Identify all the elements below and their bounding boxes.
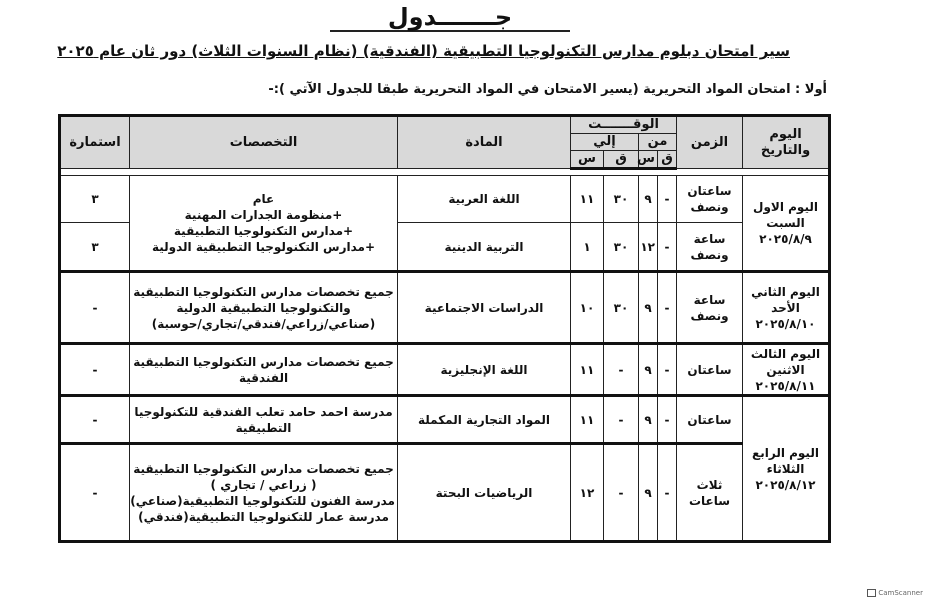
intro-text: أولا : امتحان المواد التحريرية (يسير الامتحان في المواد التحريرية طبقا للجدول الآتي ):-: [268, 82, 827, 97]
to-hour-cell: ١١: [571, 176, 604, 223]
form-cell: -: [60, 344, 130, 396]
from-minute-cell: -: [658, 272, 677, 344]
camscanner-icon: [867, 589, 876, 597]
document-subtitle: [57, 42, 790, 60]
specialty-line: +مدارس التكنولوجيا التطبيقية الدولية: [151, 240, 376, 254]
header-form: استمارة: [60, 116, 130, 169]
date: ٢٠٢٥/٨/١٠: [755, 316, 816, 331]
header-specialties: التخصصات: [130, 116, 398, 169]
to-minute-cell: ٣٠: [604, 176, 639, 223]
from-hour-cell: ٩: [639, 396, 658, 444]
specialty-line: مدرسة احمد حامد تعلب الفندقية للتكنولوجيا: [134, 404, 393, 419]
from-minute-cell: -: [658, 396, 677, 444]
header-day-date: اليوم والتاريخ: [743, 116, 830, 169]
specialties-cell: [130, 176, 398, 272]
form-cell: -: [60, 444, 130, 542]
specialty-line: +مدارس التكنولوجيا التطبيقية: [173, 224, 354, 238]
specialties-cell: [130, 396, 398, 444]
scanner-watermark: [867, 589, 923, 597]
specialties-cell: [130, 444, 398, 542]
from-hour-cell: ١٢: [639, 223, 658, 272]
specialty-line: مدرسة الفنون للتكنولوجيا التطبيقية(صناعي): [130, 493, 395, 508]
weekday: السبت: [766, 216, 805, 230]
duration-cell: ثلاث ساعات: [677, 444, 743, 542]
specialty-line: جميع تخصصات مدارس التكنولوجيا التطبيقية: [133, 461, 394, 476]
specialty-line: +منظومة الجدارات المهنية: [184, 208, 343, 222]
to-hour-cell: ١٠: [571, 272, 604, 344]
to-minute-cell: -: [604, 344, 639, 396]
page-title: جـــــــدول: [330, 2, 570, 32]
to-minute-cell: -: [604, 444, 639, 542]
to-minute-cell: ٣٠: [604, 223, 639, 272]
specialty-line: جميع تخصصات مدارس التكنولوجيا التطبيقية: [133, 284, 394, 299]
subject-cell: اللغة الإنجليزية: [398, 344, 571, 396]
specialty-line: عام: [252, 192, 275, 206]
watermark-text: CamScanner: [878, 589, 923, 597]
header-from: من: [639, 134, 677, 151]
form-cell: ٣: [60, 223, 130, 272]
day-name: اليوم الثالث: [750, 346, 821, 361]
specialty-line: (صناعي/زراعي/فندقي/تجاري/حوسبة): [151, 316, 376, 331]
header-from-minute: ق: [658, 151, 677, 169]
from-hour-cell: ٩: [639, 344, 658, 396]
from-minute-cell: -: [658, 176, 677, 223]
to-hour-cell: ١٢: [571, 444, 604, 542]
specialty-line: التطبيقية: [235, 420, 292, 435]
specialty-line: ( زراعي / تجاري ): [210, 477, 317, 492]
subtitle-text: سير امتحان دبلوم مدارس التكنولوجيا التطبيقية (الفندقية) (نظام السنوات الثلاث) دور ثان عام ٢٠٢٥: [57, 42, 790, 60]
subject-cell: الدراسات الاجتماعية: [398, 272, 571, 344]
to-minute-cell: ٣٠: [604, 272, 639, 344]
form-cell: -: [60, 272, 130, 344]
form-cell: -: [60, 396, 130, 444]
header-subject: المادة: [398, 116, 571, 169]
from-minute-cell: -: [658, 344, 677, 396]
day-name: اليوم الثاني: [751, 284, 820, 299]
date: ٢٠٢٥/٨/١٢: [755, 477, 816, 492]
specialty-line: جميع تخصصات مدارس التكنولوجيا التطبيقية: [133, 354, 394, 369]
subject-cell: المواد التجارية المكملة: [398, 396, 571, 444]
duration-cell: ساعة ونصف: [677, 223, 743, 272]
from-minute-cell: -: [658, 444, 677, 542]
exam-schedule-table: [58, 114, 831, 543]
specialty-line: والتكنولوجيا التطبيقية الدولية: [176, 300, 351, 315]
header-to: إلي: [571, 134, 639, 151]
day-cell: [743, 396, 830, 542]
to-hour-cell: ١١: [571, 396, 604, 444]
duration-cell: ساعتان: [677, 396, 743, 444]
header-time: الوقـــــــت: [571, 116, 677, 134]
from-hour-cell: ٩: [639, 444, 658, 542]
from-hour-cell: ٩: [639, 176, 658, 223]
duration-cell: ساعة ونصف: [677, 272, 743, 344]
specialty-line: مدرسة عمار للتكنولوجيا التطبيقية(فندقي): [138, 509, 389, 524]
specialty-line: الفندقية: [238, 370, 289, 385]
header-duration: الزمن: [677, 116, 743, 169]
weekday: الأحد: [771, 300, 800, 315]
specialties-cell: [130, 272, 398, 344]
from-hour-cell: ٩: [639, 272, 658, 344]
day-name: اليوم الرابع: [752, 445, 819, 460]
to-minute-cell: -: [604, 396, 639, 444]
header-from-hour: س: [639, 151, 658, 169]
subject-cell: اللغة العربية: [398, 176, 571, 223]
day-name: اليوم الاول: [753, 200, 818, 214]
day-cell: [743, 272, 830, 344]
duration-cell: ساعتان: [677, 344, 743, 396]
weekday: الاثنين: [766, 362, 805, 377]
subject-cell: التربية الدينية: [398, 223, 571, 272]
to-hour-cell: ١: [571, 223, 604, 272]
day-cell: [743, 176, 830, 272]
subject-cell: الرياضيات البحتة: [398, 444, 571, 542]
duration-cell: ساعتان ونصف: [677, 176, 743, 223]
from-minute-cell: -: [658, 223, 677, 272]
date: ٢٠٢٥/٨/٩: [759, 232, 812, 246]
specialties-cell: [130, 344, 398, 396]
day-cell: [743, 344, 830, 396]
header-to-minute: ق: [604, 151, 639, 169]
header-to-hour: س: [571, 151, 604, 169]
date: ٢٠٢٥/٨/١١: [755, 378, 816, 393]
form-cell: ٣: [60, 176, 130, 223]
weekday: الثلاثاء: [766, 461, 805, 476]
to-hour-cell: ١١: [571, 344, 604, 396]
